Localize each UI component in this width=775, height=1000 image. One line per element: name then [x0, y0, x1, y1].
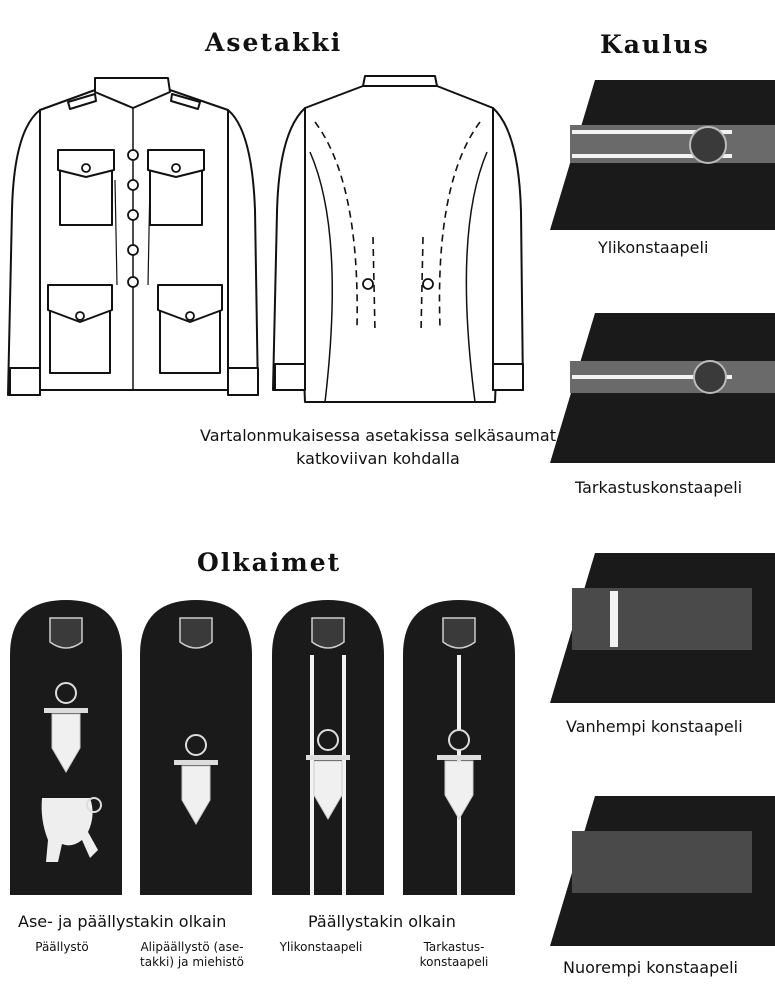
shoulder-board-3 — [272, 600, 384, 895]
jacket-back-illustration — [265, 72, 530, 417]
shoulder-label-4-line-1: Tarkastus- — [423, 940, 485, 954]
jacket-front-illustration — [0, 70, 265, 415]
shoulder-label-2 — [124, 940, 260, 970]
shoulder-label-3: Ylikonstaapeli — [279, 940, 363, 954]
collar-caption-2: Tarkastuskonstaapeli — [575, 478, 743, 497]
shoulder-label-2-line-2: takki) ja miehistö — [140, 955, 244, 969]
collar-patch-1 — [550, 80, 775, 230]
collar-patch-4 — [550, 796, 775, 946]
shoulder-heading: Olkaimet — [197, 548, 342, 577]
uniform-heading: Asetakki — [205, 28, 343, 57]
shoulder-board-1 — [10, 600, 122, 895]
collar-caption-4: Nuorempi konstaapeli — [563, 958, 738, 977]
shoulder-board-4 — [403, 600, 515, 895]
shoulder-board-2 — [140, 600, 252, 895]
collar-patch-2 — [550, 313, 775, 463]
shoulder-label-1: Päällystö — [35, 940, 89, 954]
collar-caption-1: Ylikonstaapeli — [598, 238, 709, 257]
uniform-note — [178, 424, 578, 470]
shoulder-label-4 — [404, 940, 504, 970]
collar-caption-3: Vanhempi konstaapeli — [566, 717, 743, 736]
uniform-note-line-2: katkoviivan kohdalla — [296, 449, 460, 468]
collar-heading: Kaulus — [600, 30, 710, 59]
shoulder-label-4-line-2: konstaapeli — [419, 955, 489, 969]
shoulder-label-2-line-1: Alipäällystö (ase- — [140, 940, 244, 954]
uniform-note-line-1: Vartalonmukaisessa asetakissa selkäsaumat — [200, 426, 556, 445]
shoulder-group-title-left: Ase- ja päällystakin olkain — [18, 912, 227, 931]
collar-patch-3 — [550, 553, 775, 703]
shoulder-group-title-right: Päällystakin olkain — [308, 912, 456, 931]
